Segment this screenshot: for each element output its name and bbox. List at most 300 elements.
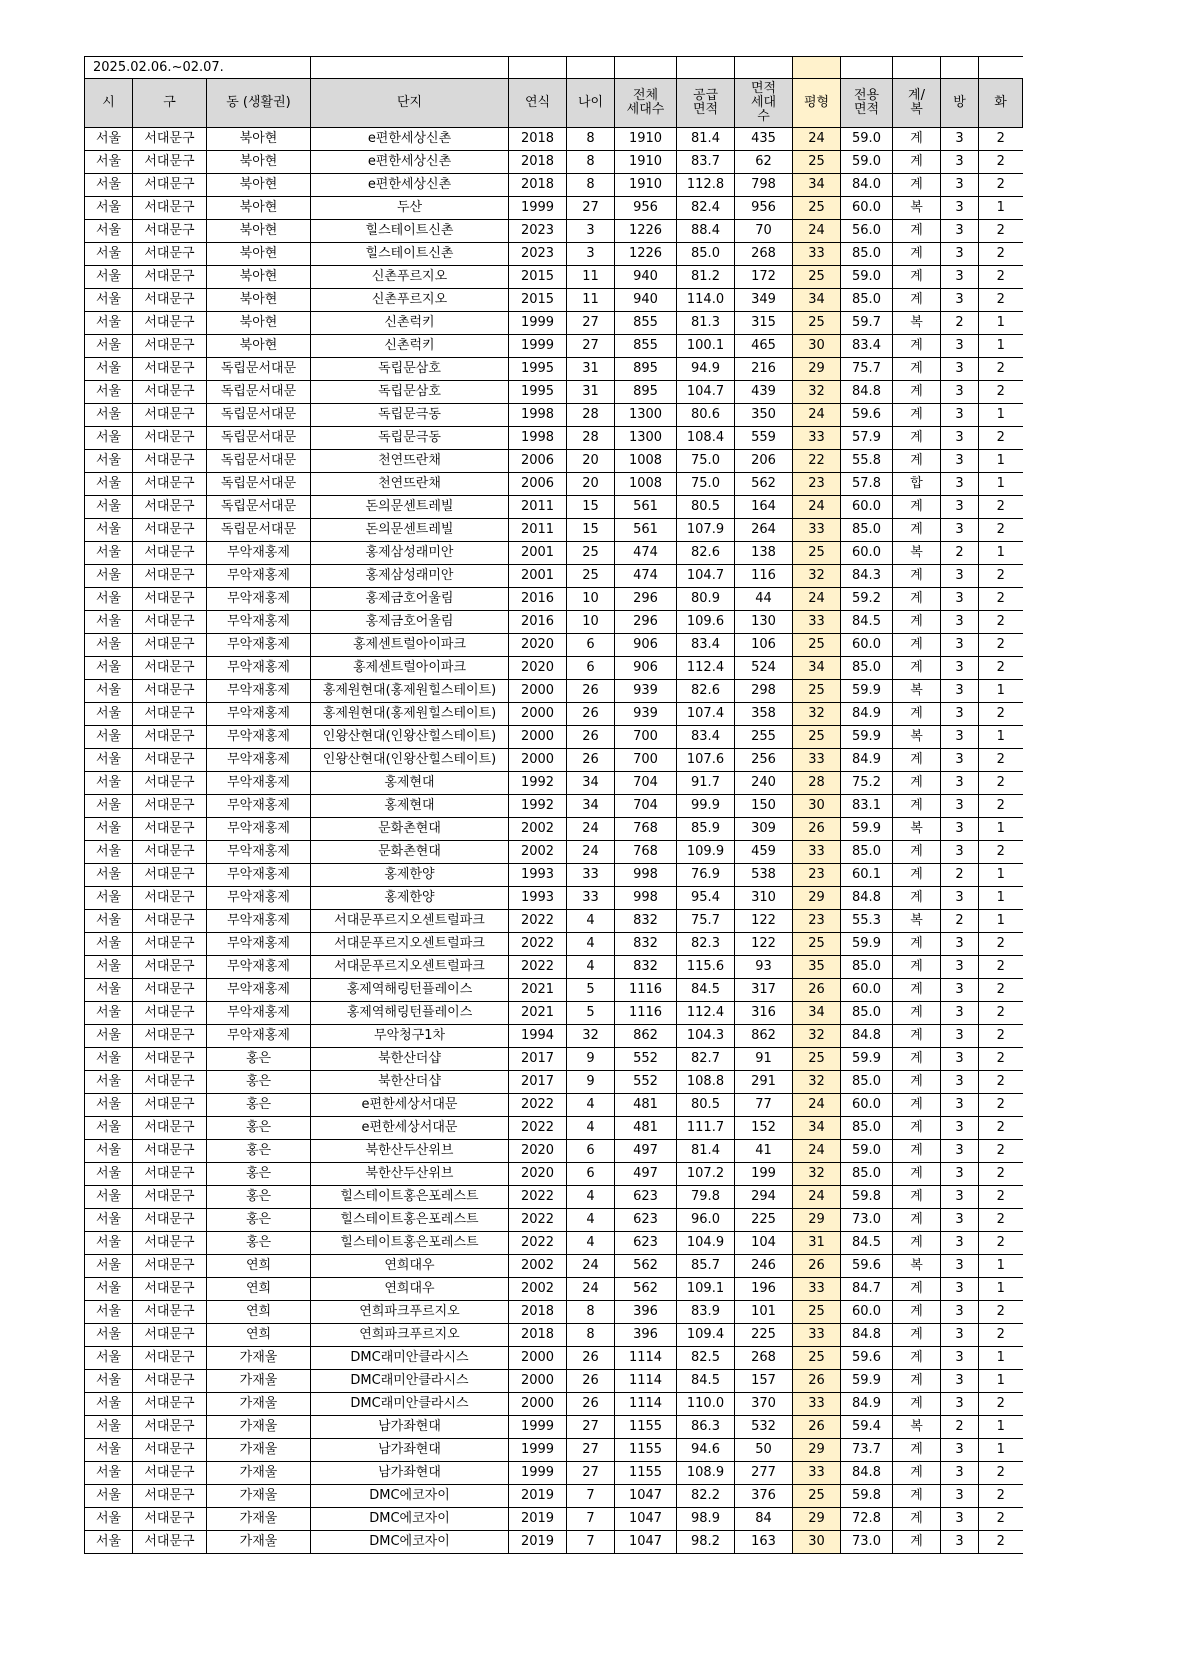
table-cell: 32 bbox=[793, 1071, 841, 1094]
table-cell: 76.9 bbox=[677, 864, 735, 887]
table-cell: 28 bbox=[793, 772, 841, 795]
table-cell: 206 bbox=[735, 450, 793, 473]
table-cell: 1995 bbox=[509, 381, 567, 404]
table-cell: 계 bbox=[893, 243, 941, 266]
table-cell: 3 bbox=[941, 381, 979, 404]
table-cell: 85.0 bbox=[841, 1071, 893, 1094]
table-cell: 82.4 bbox=[677, 197, 735, 220]
table-cell: 2 bbox=[979, 795, 1023, 818]
table-cell: 홍은 bbox=[207, 1048, 311, 1071]
table-cell: 2018 bbox=[509, 1301, 567, 1324]
table-cell: 50 bbox=[735, 1439, 793, 1462]
table-row bbox=[85, 358, 1023, 381]
table-cell: 2020 bbox=[509, 1163, 567, 1186]
table-cell: 계 bbox=[893, 703, 941, 726]
table-cell: 계 bbox=[893, 128, 941, 151]
table-cell: 33 bbox=[793, 519, 841, 542]
table-cell: 3 bbox=[941, 404, 979, 427]
table-cell: 3 bbox=[941, 1462, 979, 1485]
table-cell: 940 bbox=[615, 266, 677, 289]
blank-cell bbox=[509, 57, 567, 79]
table-cell: 4 bbox=[567, 1186, 615, 1209]
table-cell: 1 bbox=[979, 1347, 1023, 1370]
table-cell: 32 bbox=[793, 381, 841, 404]
table-cell: 255 bbox=[735, 726, 793, 749]
table-cell: 256 bbox=[735, 749, 793, 772]
column-header: 동 (생활권) bbox=[207, 79, 311, 128]
table-cell: 107.9 bbox=[677, 519, 735, 542]
table-cell: 34 bbox=[793, 289, 841, 312]
table-cell: 85.0 bbox=[841, 519, 893, 542]
table-cell: 2 bbox=[979, 1485, 1023, 1508]
table-cell: 무악재홍제 bbox=[207, 979, 311, 1002]
table-cell: 70 bbox=[735, 220, 793, 243]
table-cell: 2 bbox=[979, 1094, 1023, 1117]
table-cell: 서대문구 bbox=[133, 542, 207, 565]
table-cell: 2019 bbox=[509, 1508, 567, 1531]
table-cell: 81.4 bbox=[677, 1140, 735, 1163]
table-cell: 3 bbox=[941, 1232, 979, 1255]
table-cell: 11 bbox=[567, 266, 615, 289]
table-cell: 7 bbox=[567, 1531, 615, 1554]
table-cell: 2021 bbox=[509, 1002, 567, 1025]
table-cell: 1 bbox=[979, 864, 1023, 887]
table-cell: 계 bbox=[893, 1485, 941, 1508]
table-row bbox=[85, 1025, 1023, 1048]
table-cell: 2011 bbox=[509, 496, 567, 519]
table-cell: 2 bbox=[979, 1071, 1023, 1094]
table-cell: 서울 bbox=[85, 1163, 133, 1186]
table-cell: 서대문구 bbox=[133, 404, 207, 427]
table-cell: 서대문구 bbox=[133, 1140, 207, 1163]
table-cell: 83.4 bbox=[841, 335, 893, 358]
table-row bbox=[85, 657, 1023, 680]
table-cell: 계 bbox=[893, 956, 941, 979]
table-cell: 24 bbox=[567, 1255, 615, 1278]
table-cell: 2002 bbox=[509, 1278, 567, 1301]
table-cell: 서대문구 bbox=[133, 657, 207, 680]
table-cell: 73.0 bbox=[841, 1209, 893, 1232]
table-cell: 복 bbox=[893, 1255, 941, 1278]
table-cell: 2 bbox=[979, 565, 1023, 588]
table-row bbox=[85, 1232, 1023, 1255]
table-cell: 계 bbox=[893, 174, 941, 197]
table-cell: 95.4 bbox=[677, 887, 735, 910]
table-cell: 6 bbox=[567, 1163, 615, 1186]
table-cell: 1114 bbox=[615, 1370, 677, 1393]
table-cell: 82.2 bbox=[677, 1485, 735, 1508]
table-cell: 3 bbox=[941, 1048, 979, 1071]
table-cell: 94.9 bbox=[677, 358, 735, 381]
table-cell: 서울 bbox=[85, 910, 133, 933]
table-cell: 798 bbox=[735, 174, 793, 197]
table-cell: 109.6 bbox=[677, 611, 735, 634]
table-cell: 2 bbox=[979, 1324, 1023, 1347]
table-cell: 59.6 bbox=[841, 1255, 893, 1278]
table-cell: 2020 bbox=[509, 634, 567, 657]
table-cell: 3 bbox=[941, 1508, 979, 1531]
table-cell: 94.6 bbox=[677, 1439, 735, 1462]
table-cell: 57.8 bbox=[841, 473, 893, 496]
table-cell: 문화촌현대 bbox=[311, 818, 509, 841]
table-cell: 2 bbox=[941, 864, 979, 887]
table-cell: 84.7 bbox=[841, 1278, 893, 1301]
table-cell: 26 bbox=[793, 1370, 841, 1393]
table-cell: 26 bbox=[567, 1370, 615, 1393]
table-cell: 1 bbox=[979, 680, 1023, 703]
table-cell: 홍은 bbox=[207, 1232, 311, 1255]
table-cell: 서울 bbox=[85, 565, 133, 588]
table-cell: 3 bbox=[941, 473, 979, 496]
table-cell: 832 bbox=[615, 910, 677, 933]
table-cell: 서울 bbox=[85, 1094, 133, 1117]
table-cell: 24 bbox=[567, 1278, 615, 1301]
table-cell: 독립문극동 bbox=[311, 427, 509, 450]
table-cell: 홍제삼성래미안 bbox=[311, 565, 509, 588]
table-cell: 349 bbox=[735, 289, 793, 312]
table-cell: 1993 bbox=[509, 864, 567, 887]
table-cell: 83.4 bbox=[677, 634, 735, 657]
table-row bbox=[85, 910, 1023, 933]
table-cell: 80.5 bbox=[677, 496, 735, 519]
table-cell: 3 bbox=[941, 1094, 979, 1117]
table-cell: 2001 bbox=[509, 565, 567, 588]
table-cell: 3 bbox=[941, 887, 979, 910]
table-cell: 2 bbox=[941, 542, 979, 565]
table-cell: 25 bbox=[793, 933, 841, 956]
table-cell: 서대문구 bbox=[133, 795, 207, 818]
table-cell: 가재울 bbox=[207, 1531, 311, 1554]
table-cell: 25 bbox=[793, 1485, 841, 1508]
table-cell: 서대문구 bbox=[133, 1002, 207, 1025]
table-cell: 계 bbox=[893, 657, 941, 680]
table-cell: 81.2 bbox=[677, 266, 735, 289]
table-cell: 1999 bbox=[509, 312, 567, 335]
table-cell: 2 bbox=[979, 1462, 1023, 1485]
table-cell: 83.7 bbox=[677, 151, 735, 174]
table-cell: 396 bbox=[615, 1301, 677, 1324]
table-cell: 2019 bbox=[509, 1485, 567, 1508]
table-cell: 계 bbox=[893, 1232, 941, 1255]
table-cell: 163 bbox=[735, 1531, 793, 1554]
table-cell: 27 bbox=[567, 1439, 615, 1462]
table-cell: 힐스테이트신촌 bbox=[311, 243, 509, 266]
table-cell: 2023 bbox=[509, 220, 567, 243]
table-cell: 150 bbox=[735, 795, 793, 818]
table-cell: 3 bbox=[941, 933, 979, 956]
table-cell: 998 bbox=[615, 864, 677, 887]
table-cell: 서울 bbox=[85, 1232, 133, 1255]
table-cell: 서울 bbox=[85, 887, 133, 910]
table-cell: 55.8 bbox=[841, 450, 893, 473]
table-cell: 계 bbox=[893, 335, 941, 358]
table-row bbox=[85, 312, 1023, 335]
table-row bbox=[85, 519, 1023, 542]
table-cell: 서대문구 bbox=[133, 266, 207, 289]
table-cell: 862 bbox=[735, 1025, 793, 1048]
table-cell: 1008 bbox=[615, 473, 677, 496]
table-cell: 2 bbox=[979, 266, 1023, 289]
table-cell: 3 bbox=[941, 1209, 979, 1232]
table-cell: 계 bbox=[893, 427, 941, 450]
table-cell: 26 bbox=[567, 749, 615, 772]
table-cell: 939 bbox=[615, 703, 677, 726]
table-cell: 서대문구 bbox=[133, 243, 207, 266]
table-cell: 240 bbox=[735, 772, 793, 795]
table-cell: 83.9 bbox=[677, 1301, 735, 1324]
table-cell: 3 bbox=[941, 1301, 979, 1324]
table-cell: 83.4 bbox=[677, 726, 735, 749]
table-cell: 복 bbox=[893, 726, 941, 749]
table-cell: 906 bbox=[615, 657, 677, 680]
table-cell: 서대문구 bbox=[133, 335, 207, 358]
table-cell: 가재울 bbox=[207, 1485, 311, 1508]
table-row bbox=[85, 128, 1023, 151]
table-cell: 85.7 bbox=[677, 1255, 735, 1278]
table-cell: 246 bbox=[735, 1255, 793, 1278]
table-cell: 서울 bbox=[85, 358, 133, 381]
table-cell: 31 bbox=[567, 381, 615, 404]
table-cell: 서울 bbox=[85, 1025, 133, 1048]
table-cell: 84.5 bbox=[677, 1370, 735, 1393]
table-cell: 60.1 bbox=[841, 864, 893, 887]
table-cell: 1995 bbox=[509, 358, 567, 381]
table-cell: e편한세상서대문 bbox=[311, 1117, 509, 1140]
table-cell: 700 bbox=[615, 726, 677, 749]
table-cell: 1 bbox=[979, 1439, 1023, 1462]
table-cell: 3 bbox=[941, 588, 979, 611]
table-cell: 81.4 bbox=[677, 128, 735, 151]
table-cell: 계 bbox=[893, 1163, 941, 1186]
table-cell: 1008 bbox=[615, 450, 677, 473]
table-cell: 768 bbox=[615, 841, 677, 864]
table-cell: 2 bbox=[979, 220, 1023, 243]
table-cell: 98.2 bbox=[677, 1531, 735, 1554]
table-cell: DMC래미안클라시스 bbox=[311, 1370, 509, 1393]
table-cell: 998 bbox=[615, 887, 677, 910]
table-cell: 힐스테이트신촌 bbox=[311, 220, 509, 243]
table-cell: 계 bbox=[893, 841, 941, 864]
table-cell: 33 bbox=[793, 749, 841, 772]
table-cell: 80.9 bbox=[677, 588, 735, 611]
table-cell: 34 bbox=[793, 657, 841, 680]
table-cell: 서울 bbox=[85, 128, 133, 151]
table-cell: 1 bbox=[979, 450, 1023, 473]
table-cell: 82.7 bbox=[677, 1048, 735, 1071]
table-cell: 홍제한양 bbox=[311, 864, 509, 887]
table-cell: 84.8 bbox=[841, 381, 893, 404]
table-cell: 623 bbox=[615, 1232, 677, 1255]
table-cell: 홍은 bbox=[207, 1117, 311, 1140]
table-cell: 704 bbox=[615, 795, 677, 818]
table-cell: 562 bbox=[615, 1255, 677, 1278]
table-row bbox=[85, 634, 1023, 657]
table-cell: 561 bbox=[615, 496, 677, 519]
table-cell: 홍제금호어울림 bbox=[311, 588, 509, 611]
table-cell: 1 bbox=[979, 1255, 1023, 1278]
table-cell: 1 bbox=[979, 404, 1023, 427]
table-cell: 계 bbox=[893, 611, 941, 634]
table-cell: 2002 bbox=[509, 818, 567, 841]
table-cell: 23 bbox=[793, 473, 841, 496]
table-cell: 2022 bbox=[509, 910, 567, 933]
table-cell: 82.5 bbox=[677, 1347, 735, 1370]
table-row bbox=[85, 1439, 1023, 1462]
table-cell: 북아현 bbox=[207, 335, 311, 358]
column-header: 공급 면적 bbox=[677, 79, 735, 128]
table-cell: 2019 bbox=[509, 1531, 567, 1554]
table-row bbox=[85, 887, 1023, 910]
table-cell: 106 bbox=[735, 634, 793, 657]
table-cell: 서울 bbox=[85, 956, 133, 979]
table-cell: 무악재홍제 bbox=[207, 749, 311, 772]
table-cell: 서울 bbox=[85, 496, 133, 519]
table-cell: 홍은 bbox=[207, 1209, 311, 1232]
table-cell: 서대문구 bbox=[133, 1071, 207, 1094]
column-header: 방 bbox=[941, 79, 979, 128]
table-cell: 264 bbox=[735, 519, 793, 542]
table-cell: 3 bbox=[941, 289, 979, 312]
table-cell: 111.7 bbox=[677, 1117, 735, 1140]
table-cell: 1 bbox=[979, 197, 1023, 220]
table-cell: 60.0 bbox=[841, 979, 893, 1002]
table-cell: 75.2 bbox=[841, 772, 893, 795]
table-cell: 2 bbox=[979, 772, 1023, 795]
table-cell: 서대문구 bbox=[133, 1439, 207, 1462]
table-cell: 1047 bbox=[615, 1508, 677, 1531]
table-cell: 3 bbox=[941, 1117, 979, 1140]
table-cell: 2017 bbox=[509, 1071, 567, 1094]
table-cell: 계 bbox=[893, 519, 941, 542]
table-cell: 2 bbox=[979, 128, 1023, 151]
table-cell: 남가좌현대 bbox=[311, 1439, 509, 1462]
table-cell: 10 bbox=[567, 611, 615, 634]
column-header: 나이 bbox=[567, 79, 615, 128]
table-cell: 독립문서대문 bbox=[207, 381, 311, 404]
table-cell: 481 bbox=[615, 1117, 677, 1140]
table-cell: 435 bbox=[735, 128, 793, 151]
table-row bbox=[85, 1255, 1023, 1278]
table-cell: 1910 bbox=[615, 128, 677, 151]
table-cell: 3 bbox=[941, 519, 979, 542]
table-cell: 91.7 bbox=[677, 772, 735, 795]
table-cell: 서대문구 bbox=[133, 427, 207, 450]
table-cell: 힐스테이트홍은포레스트 bbox=[311, 1186, 509, 1209]
table-cell: 623 bbox=[615, 1186, 677, 1209]
table-cell: 59.9 bbox=[841, 933, 893, 956]
table-row bbox=[85, 1508, 1023, 1531]
table-cell: 서울 bbox=[85, 772, 133, 795]
table-cell: 서대문구 bbox=[133, 1278, 207, 1301]
table-cell: 연희 bbox=[207, 1278, 311, 1301]
table-cell: 무악재홍제 bbox=[207, 1025, 311, 1048]
column-header: 전용 면적 bbox=[841, 79, 893, 128]
blank-cell bbox=[567, 57, 615, 79]
blank-cell bbox=[841, 57, 893, 79]
table-cell: 33 bbox=[793, 1324, 841, 1347]
table-cell: 계 bbox=[893, 450, 941, 473]
column-header: 화 bbox=[979, 79, 1023, 128]
table-cell: 84.8 bbox=[841, 1025, 893, 1048]
table-cell: 7 bbox=[567, 1485, 615, 1508]
table-cell: 2022 bbox=[509, 1186, 567, 1209]
table-cell: 1116 bbox=[615, 979, 677, 1002]
table-cell: 832 bbox=[615, 933, 677, 956]
table-cell: 2 bbox=[979, 657, 1023, 680]
table-cell: 59.9 bbox=[841, 1370, 893, 1393]
table-cell: 서울 bbox=[85, 1071, 133, 1094]
table-cell: 96.0 bbox=[677, 1209, 735, 1232]
table-cell: 906 bbox=[615, 634, 677, 657]
table-cell: 80.5 bbox=[677, 1094, 735, 1117]
table-cell: 25 bbox=[793, 1048, 841, 1071]
table-cell: 474 bbox=[615, 565, 677, 588]
table-cell: 서울 bbox=[85, 1324, 133, 1347]
table-cell: 무악재홍제 bbox=[207, 634, 311, 657]
table-cell: 3 bbox=[941, 565, 979, 588]
table-cell: 2002 bbox=[509, 1255, 567, 1278]
table-cell: 힐스테이트홍은포레스트 bbox=[311, 1209, 509, 1232]
table-cell: 2 bbox=[979, 1163, 1023, 1186]
table-cell: 1 bbox=[979, 1370, 1023, 1393]
table-cell: 서대문구 bbox=[133, 289, 207, 312]
table-cell: 서울 bbox=[85, 1508, 133, 1531]
table-cell: 26 bbox=[567, 1347, 615, 1370]
table-cell: 8 bbox=[567, 128, 615, 151]
table-cell: 5 bbox=[567, 1002, 615, 1025]
table-cell: 73.0 bbox=[841, 1531, 893, 1554]
table-cell: 85.0 bbox=[841, 243, 893, 266]
table-cell: 두산 bbox=[311, 197, 509, 220]
table-cell: 2022 bbox=[509, 1117, 567, 1140]
table-cell: 홍은 bbox=[207, 1163, 311, 1186]
table-row bbox=[85, 749, 1023, 772]
table-row bbox=[85, 933, 1023, 956]
table-cell: 무악재홍제 bbox=[207, 956, 311, 979]
table-cell: 서대문구 bbox=[133, 772, 207, 795]
table-cell: 서대문구 bbox=[133, 611, 207, 634]
table-cell: 2018 bbox=[509, 174, 567, 197]
table-cell: 2022 bbox=[509, 956, 567, 979]
table-cell: 3 bbox=[941, 358, 979, 381]
table-cell: 25 bbox=[793, 312, 841, 335]
table-cell: 497 bbox=[615, 1140, 677, 1163]
table-row bbox=[85, 174, 1023, 197]
table-cell: 3 bbox=[941, 243, 979, 266]
table-cell: 370 bbox=[735, 1393, 793, 1416]
table-cell: 474 bbox=[615, 542, 677, 565]
table-row bbox=[85, 1278, 1023, 1301]
table-cell: 85.9 bbox=[677, 818, 735, 841]
table-row bbox=[85, 703, 1023, 726]
table-cell: 1910 bbox=[615, 151, 677, 174]
table-cell: 84.8 bbox=[841, 1324, 893, 1347]
table-cell: 복 bbox=[893, 197, 941, 220]
table-cell: 59.6 bbox=[841, 404, 893, 427]
table-cell: 3 bbox=[567, 243, 615, 266]
table-cell: 서대문푸르지오센트럴파크 bbox=[311, 933, 509, 956]
table-cell: 34 bbox=[793, 1002, 841, 1025]
table-cell: 홍제현대 bbox=[311, 772, 509, 795]
table-cell: 3 bbox=[941, 795, 979, 818]
table-cell: 3 bbox=[941, 1439, 979, 1462]
blank-cell bbox=[311, 57, 509, 79]
table-cell: 79.8 bbox=[677, 1186, 735, 1209]
table-cell: 계 bbox=[893, 565, 941, 588]
table-cell: 서울 bbox=[85, 1485, 133, 1508]
table-cell: 116 bbox=[735, 565, 793, 588]
table-cell: 55.3 bbox=[841, 910, 893, 933]
